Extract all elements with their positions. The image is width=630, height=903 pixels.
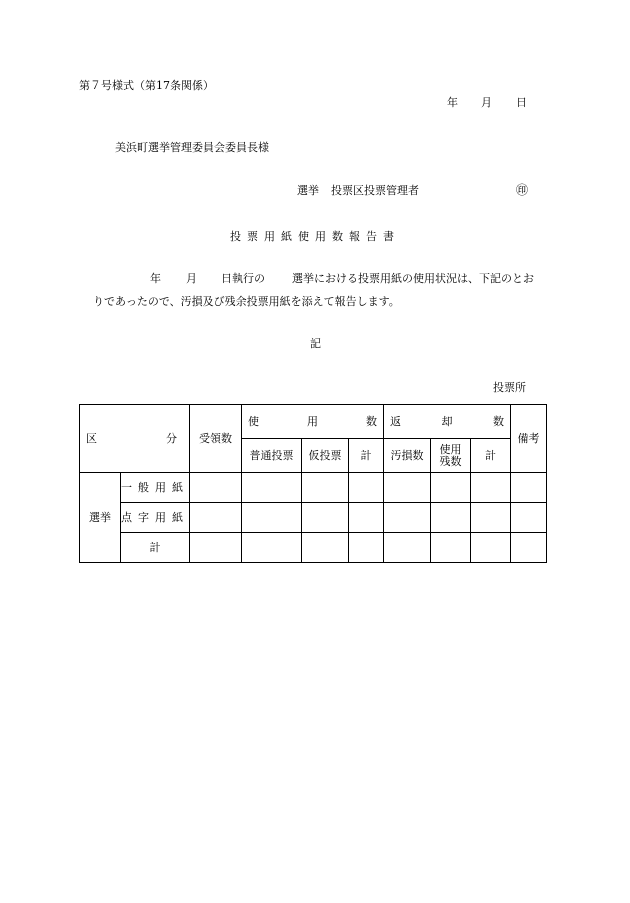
used-group-header <box>242 405 384 439</box>
ki-heading: 記 <box>310 337 321 350</box>
cell[interactable] <box>384 503 431 533</box>
col-damaged: 汚損数 <box>384 439 431 473</box>
body-line2: りであったので、汚損及び残余投票用紙を添えて報告します。 <box>93 295 400 308</box>
col-regular-vote: 普通投票 <box>242 439 302 473</box>
date-day: 日 <box>516 96 527 109</box>
cell[interactable] <box>302 503 349 533</box>
cell[interactable] <box>242 473 302 503</box>
polling-station-label: 投票所 <box>493 381 526 394</box>
category-left: 区 <box>86 431 97 445</box>
col-returned-total: 計 <box>471 439 511 473</box>
col-provisional-vote: 仮投票 <box>302 439 349 473</box>
cell[interactable] <box>190 533 242 563</box>
addressee: 美浜町選挙管理委員会委員長様 <box>115 141 269 154</box>
cell[interactable] <box>190 473 242 503</box>
election-label: 選挙 <box>80 473 121 563</box>
row-braille-paper <box>121 503 190 533</box>
cell[interactable] <box>349 533 384 563</box>
used-char-3: 数 <box>366 414 377 428</box>
col-unused <box>431 439 471 473</box>
cell[interactable] <box>431 503 471 533</box>
cell[interactable] <box>511 533 547 563</box>
col-unused-bottom: 残数 <box>439 454 462 468</box>
cell[interactable] <box>511 473 547 503</box>
row-general-paper-label: 一般用紙 <box>121 480 189 494</box>
body-day-exec: 日執行の <box>221 272 265 285</box>
cell[interactable] <box>349 503 384 533</box>
sender-role: 投票区投票管理者 <box>331 184 419 197</box>
sender-election: 選挙 <box>297 184 319 197</box>
cell[interactable] <box>349 473 384 503</box>
seal-mark: ㊞ <box>516 183 529 197</box>
category-right: 分 <box>166 431 177 445</box>
document-title: 投票用紙使用数報告書 <box>230 230 400 243</box>
cell[interactable] <box>471 533 511 563</box>
cell[interactable] <box>384 533 431 563</box>
cell[interactable] <box>431 533 471 563</box>
row-total: 計 <box>121 533 190 563</box>
cell[interactable] <box>302 473 349 503</box>
used-char-2: 用 <box>307 414 318 428</box>
cell[interactable] <box>190 503 242 533</box>
cell[interactable] <box>471 503 511 533</box>
category-header <box>80 405 190 473</box>
cell[interactable] <box>471 473 511 503</box>
used-char-1: 使 <box>248 414 259 428</box>
cell[interactable] <box>242 533 302 563</box>
date-month: 月 <box>481 96 492 109</box>
form-number: 第７号様式（第17条関係） <box>79 79 214 92</box>
cell[interactable] <box>242 503 302 533</box>
body-line1-rest: 選挙における投票用紙の使用状況は、下記のとお <box>292 272 534 285</box>
body-year: 年 <box>150 272 161 285</box>
date-year: 年 <box>447 96 458 109</box>
remarks-header: 備考 <box>511 405 547 473</box>
returned-char-1: 返 <box>390 414 402 428</box>
body-month: 月 <box>186 272 197 285</box>
returned-char-3: 数 <box>493 414 505 428</box>
cell[interactable] <box>511 503 547 533</box>
col-used-total: 計 <box>349 439 384 473</box>
row-general-paper <box>121 473 190 503</box>
received-header: 受領数 <box>190 405 242 473</box>
cell[interactable] <box>384 473 431 503</box>
returned-char-2: 却 <box>441 414 453 428</box>
returned-group-header <box>384 405 511 439</box>
cell[interactable] <box>431 473 471 503</box>
row-braille-paper-label: 点字用紙 <box>121 510 189 524</box>
col-unused-top: 使用 <box>439 442 462 456</box>
usage-report-table <box>79 404 547 563</box>
cell[interactable] <box>302 533 349 563</box>
